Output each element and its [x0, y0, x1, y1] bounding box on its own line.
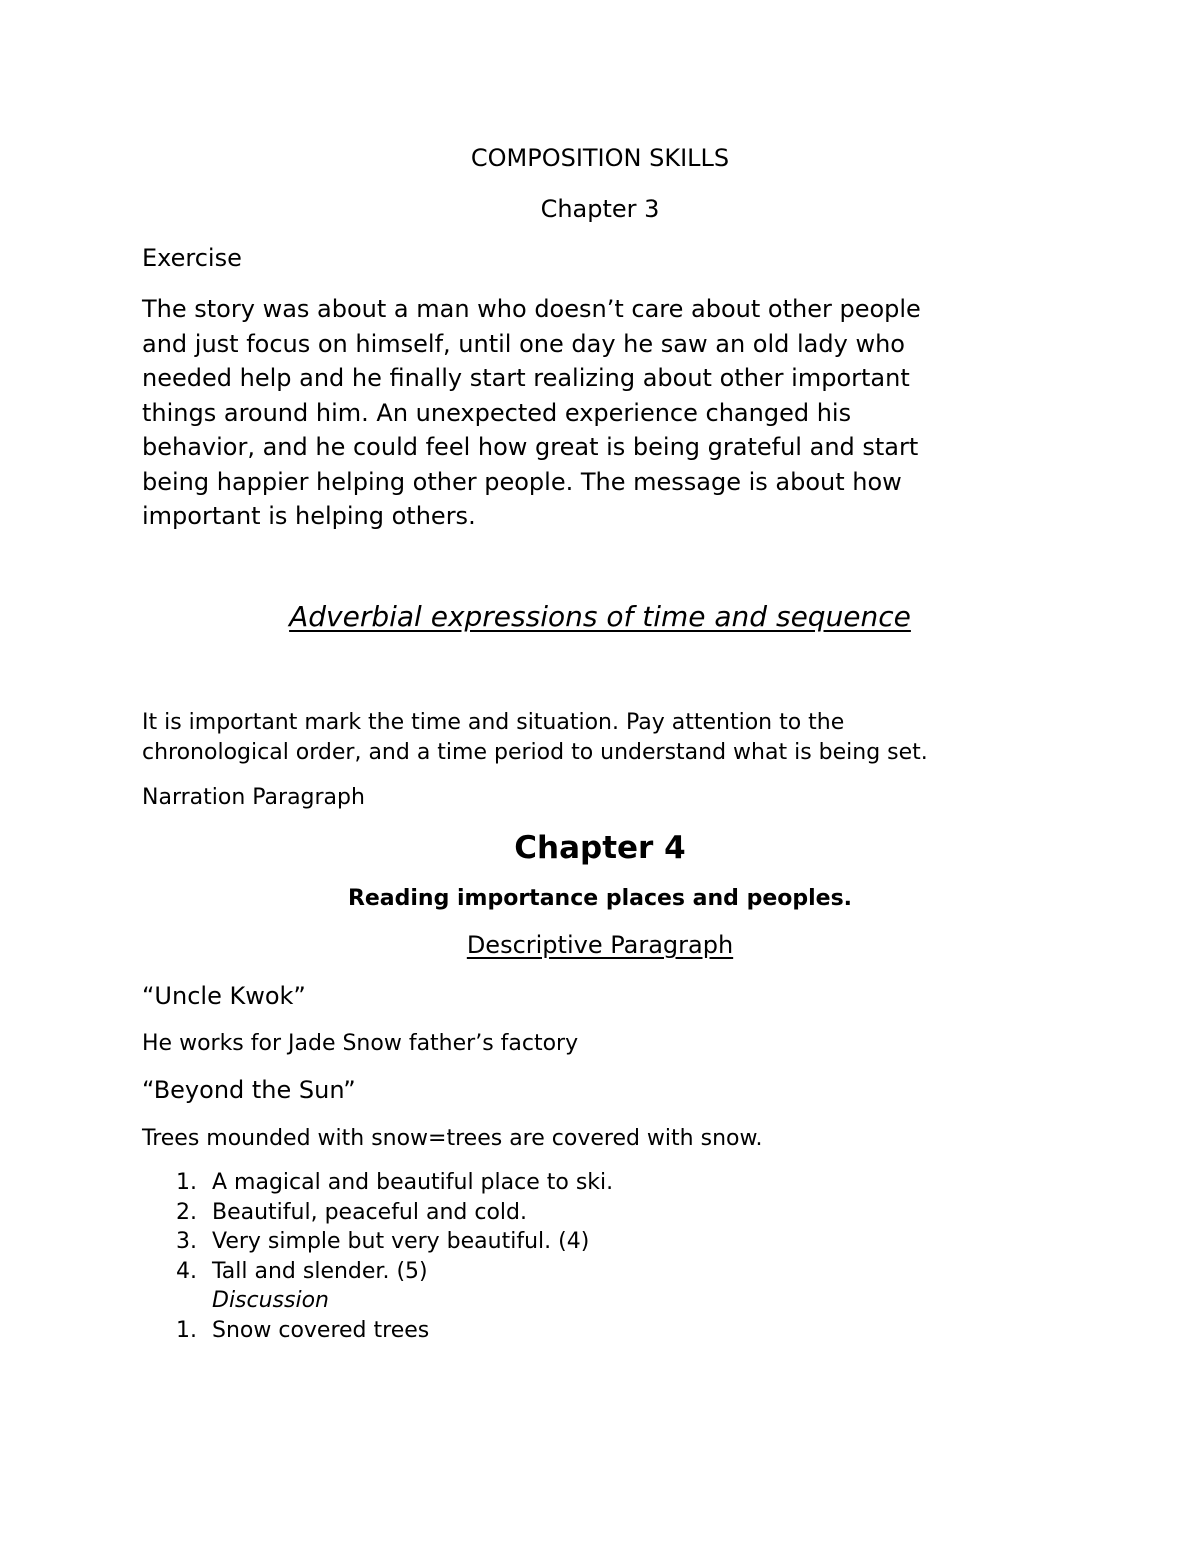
exercise-line: being happier helping other people. The message is about how — [142, 467, 902, 496]
beyond-sun-title: “Beyond the Sun” — [142, 1076, 356, 1104]
list-number: 4. — [176, 1258, 197, 1284]
exercise-line: and just focus on himself, until one day he saw an old lady who — [142, 329, 905, 358]
list-item-text: Tall and slender. (5) — [212, 1258, 428, 1284]
exercise-line: behavior, and he could feel how great is being grateful and start — [142, 433, 919, 461]
uncle-kwok-title: “Uncle Kwok” — [142, 982, 306, 1010]
list-item-text: Snow covered trees — [212, 1317, 430, 1343]
adverbial-heading: Adverbial expressions of time and sequence — [289, 600, 911, 633]
list-item-text: Very simple but very beautiful. (4) — [212, 1229, 590, 1254]
list-item — [142, 1198, 613, 1228]
list-item — [142, 1227, 613, 1257]
exercise-label: Exercise — [142, 244, 242, 272]
list-item-text: A magical and beautiful place to ski. — [212, 1170, 614, 1195]
exercise-line: needed help and he finally start realizing about other important — [142, 364, 910, 392]
list-item — [142, 1257, 613, 1287]
chapter-4-heading: Chapter 4 — [514, 830, 686, 866]
uncle-kwok-text: He works for Jade Snow father’s factory — [142, 1031, 579, 1056]
exercise-line: The story was about a man who doesn’t care about other people — [142, 295, 921, 323]
chapter-4-subtitle: Reading importance places and peoples. — [347, 886, 853, 911]
discussion-label-item — [142, 1286, 613, 1316]
narration-label: Narration Paragraph — [142, 785, 365, 810]
intro-line: It is important mark the time and situation. Pay attention to the — [142, 710, 845, 735]
numbered-list — [142, 1168, 613, 1345]
document-title: COMPOSITION SKILLS — [470, 144, 730, 172]
beyond-sun-text: Trees mounded with snow=trees are covered with snow. — [142, 1126, 763, 1151]
list-item-text: Beautiful, peaceful and cold. — [212, 1199, 527, 1225]
exercise-paragraph — [142, 292, 1042, 534]
list-number: 1. — [176, 1317, 197, 1343]
list-item — [142, 1316, 613, 1346]
list-number: 1. — [176, 1170, 197, 1195]
chapter-3-heading: Chapter 3 — [540, 195, 660, 223]
exercise-line: things around him. An unexpected experience changed his — [142, 398, 852, 427]
list-number: 2. — [176, 1199, 197, 1225]
intro-paragraph — [142, 708, 1042, 768]
discussion-label: Discussion — [212, 1288, 329, 1313]
descriptive-heading: Descriptive Paragraph — [466, 931, 734, 959]
intro-line: chronological order, and a time period to understand what is being set. — [142, 740, 928, 765]
list-number: 3. — [176, 1229, 197, 1254]
list-item — [142, 1168, 613, 1198]
exercise-line: important is helping others. — [142, 502, 476, 530]
